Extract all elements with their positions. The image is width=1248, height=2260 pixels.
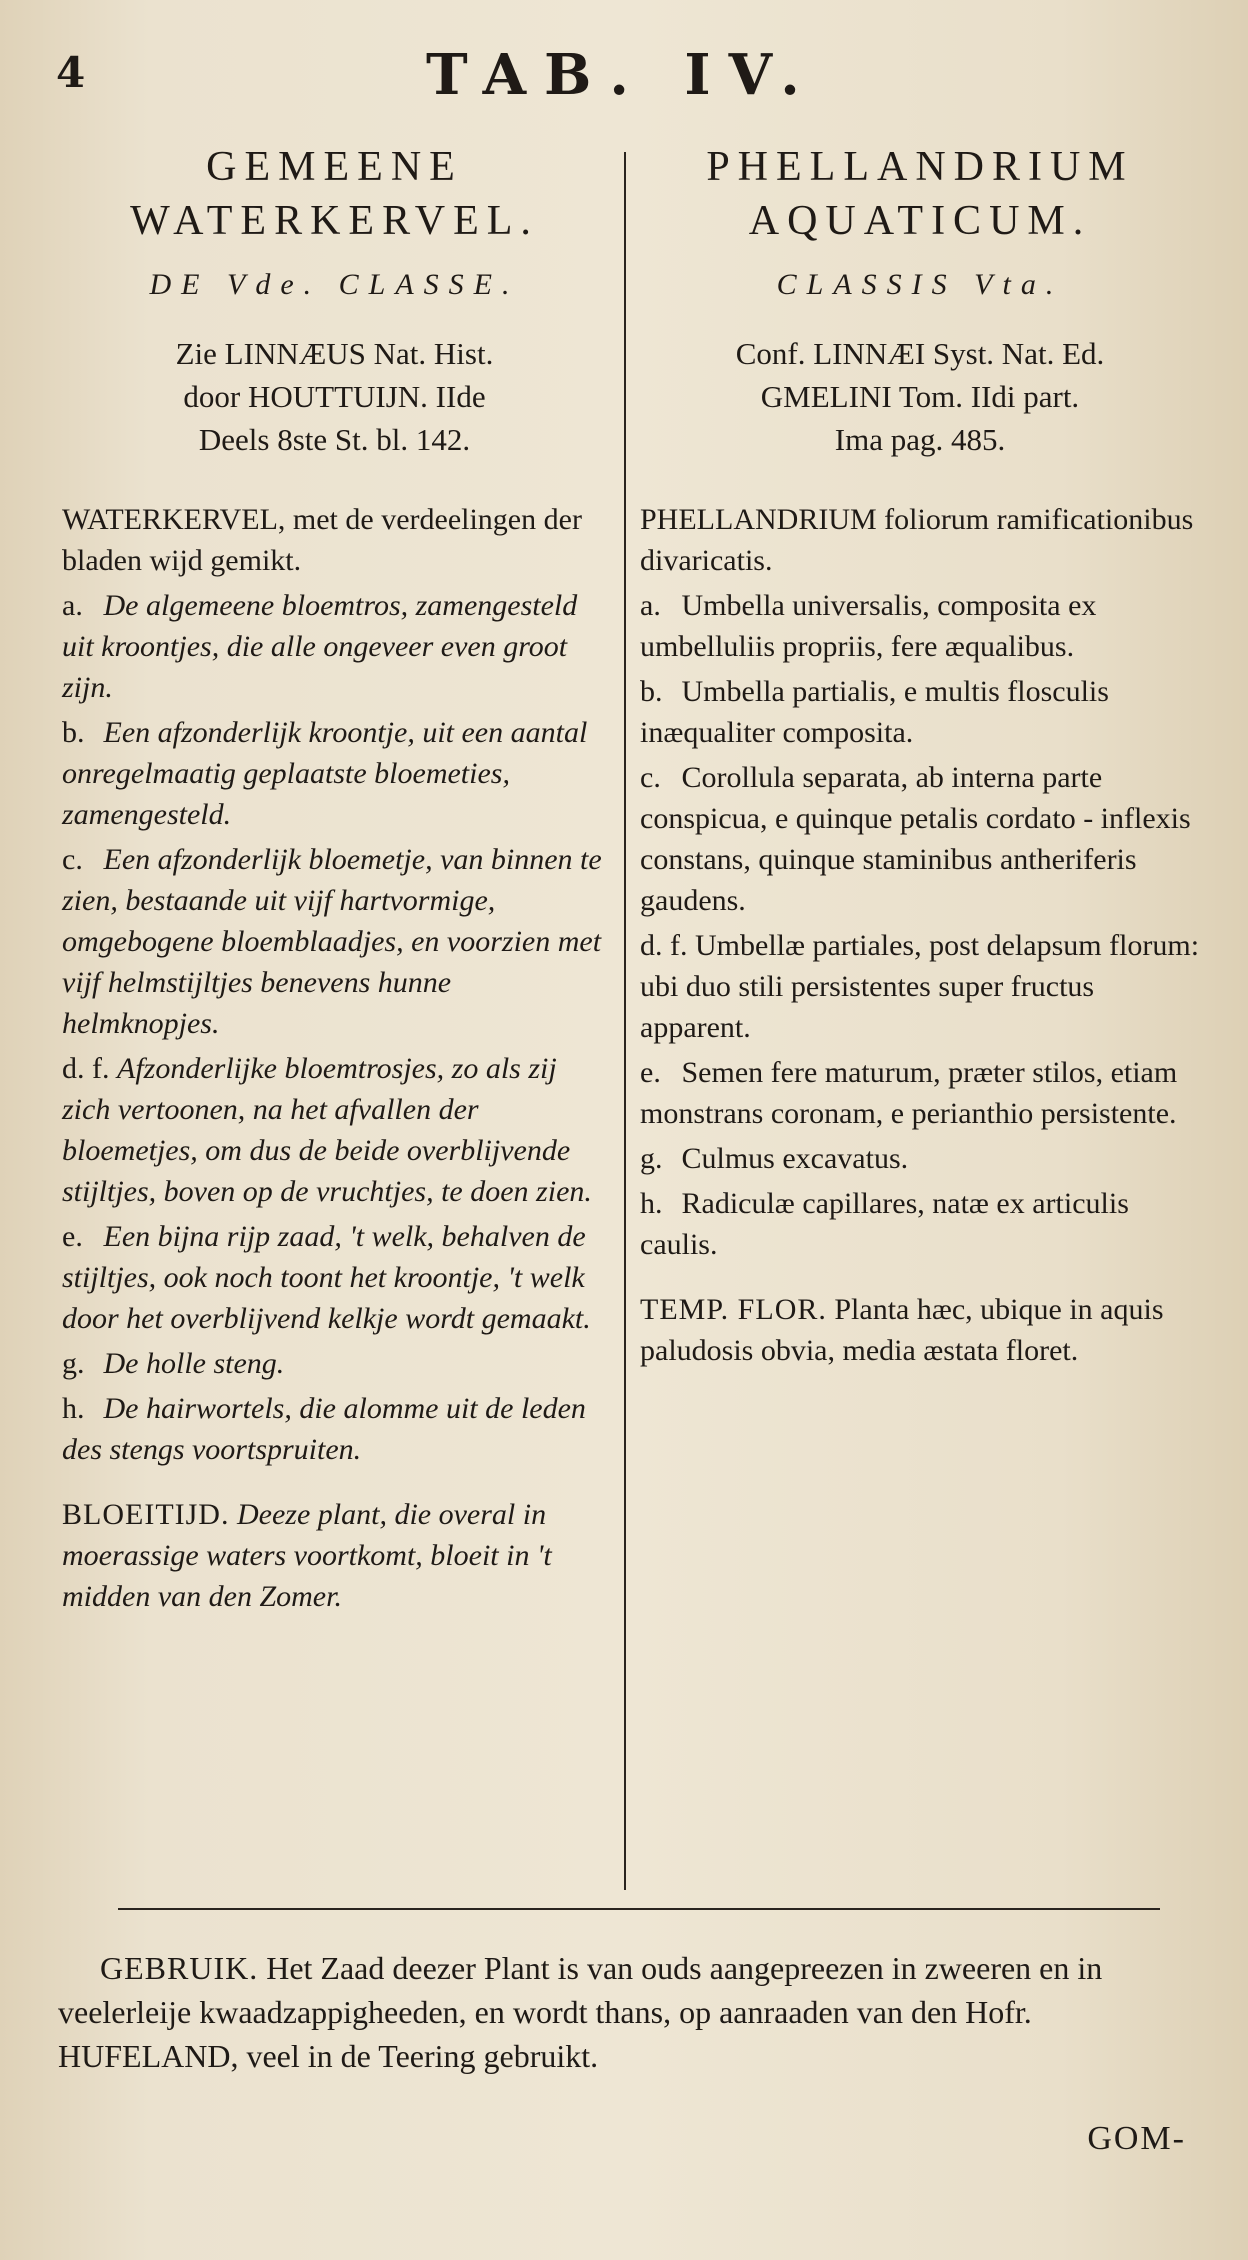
entry-key: b. [640, 675, 663, 708]
entry-key: h. [640, 1187, 663, 1220]
catchword: GOM- [1087, 2120, 1186, 2157]
bloeitijd-note [62, 1494, 607, 1617]
dutch-title-line: GEMEENE [206, 144, 463, 190]
page-number: 4 [56, 48, 86, 97]
latin-entry [640, 1183, 1200, 1265]
latin-entry [640, 671, 1200, 753]
entry-key: d. f. [640, 929, 688, 962]
latin-reference [640, 332, 1200, 461]
latin-title-line: PHELLANDRIUM [706, 144, 1134, 190]
dutch-reference-line: Zie LINNÆUS Nat. Hist. [175, 336, 494, 371]
latin-entry [640, 1138, 1200, 1179]
dutch-intro: WATERKERVEL, met de verdeelingen der bladen wijd gemikt. [62, 503, 582, 577]
dutch-entry [62, 1216, 607, 1339]
latin-entry [640, 925, 1200, 1048]
entry-text: Culmus excavatus. [681, 1142, 909, 1175]
dutch-reference-line: door HOUTTUIJN. IIde [183, 379, 486, 414]
entry-text: Corollula separata, ab interna parte conspicua, e quinque petalis cordato - inflexis constans, quinque staminibus antheriferis gaudens. [640, 761, 1191, 917]
entry-text: Een bijna rijp zaad, 't welk, behalven de stijltjes, ook noch toont het kroontje, 't welk door het overblijvend kelkje wordt gemaakt. [62, 1220, 591, 1335]
plate-title: TAB. IV. [426, 42, 818, 108]
entry-text: Afzonderlijke bloemtrosjes, zo als zij zich vertoonen, na het afvallen der bloemetjes, om dus de beide overblijvende stijltjes, boven op de vruchtjes, te doen zien. [62, 1052, 592, 1208]
column-divider [624, 152, 626, 1890]
latin-title-line: AQUATICUM. [748, 198, 1092, 244]
latin-title [640, 140, 1200, 248]
latin-reference-line: Ima pag. 485. [834, 422, 1006, 457]
entry-key: a. [62, 589, 83, 622]
entry-key: e. [62, 1220, 83, 1253]
bloeitijd-lead: BLOEITIJD. [62, 1498, 230, 1531]
entry-text: Umbella universalis, composita ex umbelluliis propriis, fere æqualibus. [640, 589, 1097, 663]
entry-key: a. [640, 589, 661, 622]
entry-text: Umbellæ partiales, post delapsum florum: ubi duo stili persistentes super fructus apparent. [640, 929, 1200, 1044]
dutch-entry [62, 585, 607, 708]
entry-key: e. [640, 1056, 661, 1089]
entry-text: De algemeene bloemtros, zamengesteld uit kroontjes, die alle ongeveer even groot zijn. [62, 589, 578, 704]
entry-key: d. f. [62, 1052, 110, 1085]
entry-text: Semen fere maturum, præter stilos, etiam monstrans coronam, e perianthio persistente. [640, 1056, 1178, 1130]
entry-key: b. [62, 716, 85, 749]
dutch-title-line: WATERKERVEL. [130, 198, 539, 244]
gebruik-lead: GEBRUIK. [100, 1950, 259, 1986]
latin-reference-line: GMELINI Tom. IIdi part. [760, 379, 1080, 414]
entry-key: g. [640, 1142, 663, 1175]
latin-intro: PHELLANDRIUM foliorum ramificationibus divaricatis. [640, 503, 1194, 577]
latin-entry [640, 757, 1200, 921]
entry-key: c. [640, 761, 661, 794]
temp-flor-note [640, 1289, 1200, 1371]
entry-key: g. [62, 1347, 85, 1380]
gebruik-text: Het Zaad deezer Plant is van ouds aangepreezen in zweeren en in veelerleije kwaadzappigheeden, en wordt thans, op aanraaden van den Hofr. HUFELAND, veel in de Teering gebruikt. [58, 1950, 1103, 2074]
entry-text: Radiculæ capillares, natæ ex articulis caulis. [640, 1187, 1129, 1261]
dutch-entry [62, 1048, 607, 1212]
dutch-reference [62, 332, 607, 461]
dutch-entry [62, 839, 607, 1044]
latin-classis: CLASSIS Vta. [776, 268, 1064, 301]
entry-text: De hairwortels, die alomme uit de leden des stengs voortspruiten. [62, 1392, 586, 1466]
dutch-column [62, 140, 607, 1617]
bloeitijd-text: Deeze plant, die overal in moerassige waters voortkomt, bloeit in 't midden van den Zomer. [62, 1498, 552, 1613]
horizontal-rule [118, 1908, 1160, 1910]
entry-text: De holle steng. [103, 1347, 285, 1380]
entry-text: Umbella partialis, e multis flosculis inæqualiter composita. [640, 675, 1109, 749]
entry-text: Een afzonderlijk bloemetje, van binnen te zien, bestaande uit vijf hartvormige, omgebogene bloemblaadjes, en voorzien met vijf helmstijltjes benevens hunne helmknopjes. [62, 843, 602, 1040]
dutch-classe: DE Vde. CLASSE. [149, 268, 520, 301]
dutch-entry [62, 1343, 607, 1384]
latin-entry [640, 1052, 1200, 1134]
dutch-entry [62, 1388, 607, 1470]
entry-key: c. [62, 843, 83, 876]
entry-key: h. [62, 1392, 85, 1425]
page-header [56, 42, 1188, 112]
dutch-entry [62, 712, 607, 835]
latin-entry [640, 585, 1200, 667]
dutch-reference-line: Deels 8ste St. bl. 142. [198, 422, 471, 457]
temp-flor-lead: TEMP. FLOR. [640, 1293, 827, 1326]
gebruik-paragraph [58, 1946, 1188, 2078]
latin-column [640, 140, 1200, 1371]
dutch-title [62, 140, 607, 248]
temp-flor-text: Planta hæc, ubique in aquis paludosis obvia, media æstata floret. [640, 1293, 1164, 1367]
latin-reference-line: Conf. LINNÆI Syst. Nat. Ed. [735, 336, 1105, 371]
entry-text: Een afzonderlijk kroontje, uit een aantal onregelmaatig geplaatste bloemeties, zamengesteld. [62, 716, 588, 831]
